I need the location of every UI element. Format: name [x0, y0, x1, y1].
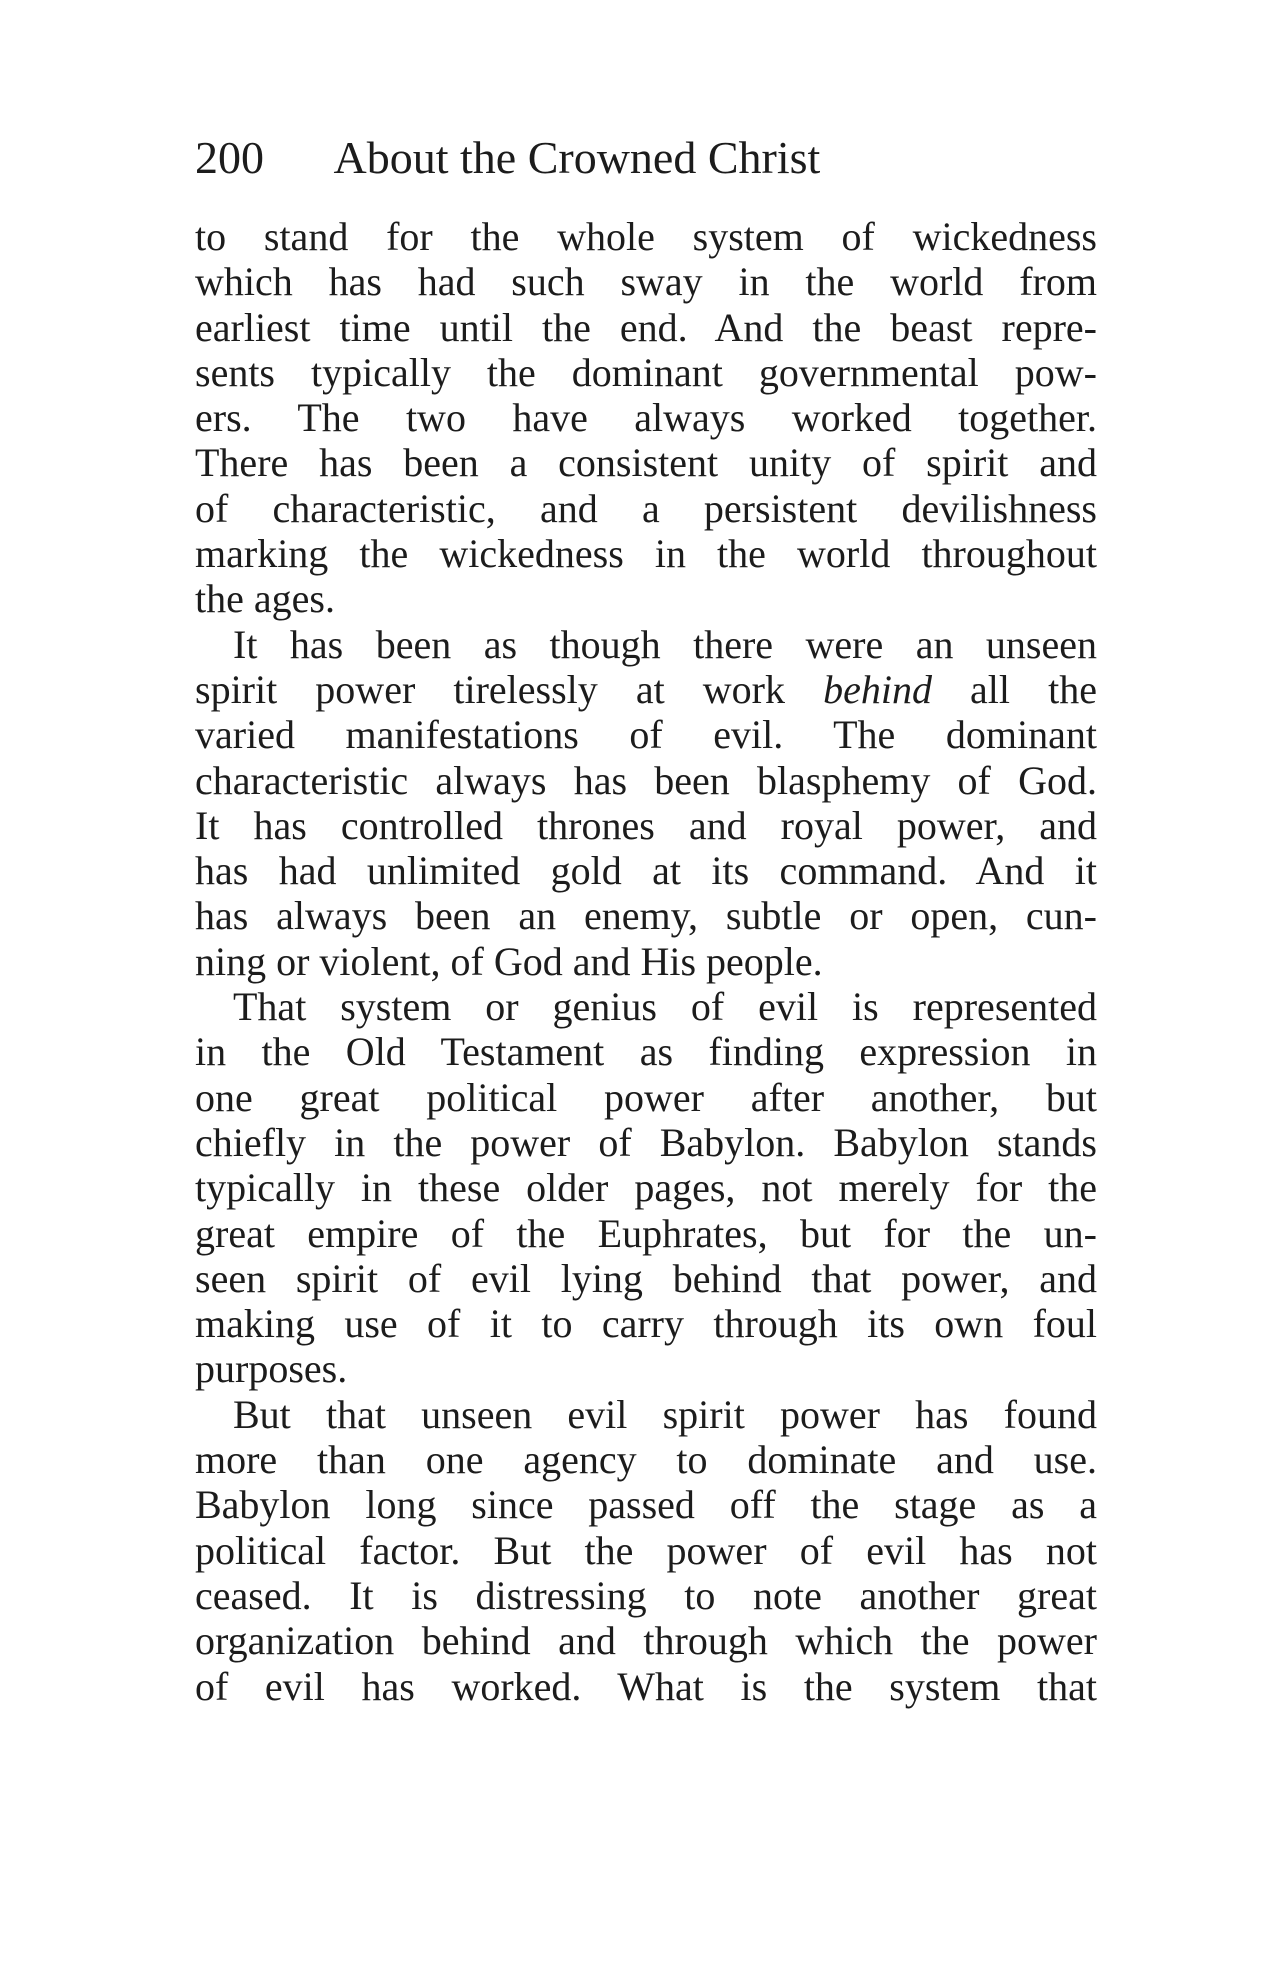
text-line: has had unlimited gold at its command. And it: [195, 848, 1097, 894]
text-line: of characteristic, and a persistent devilishness: [195, 485, 1097, 531]
text-line: There has been a consistent unity of spirit and: [195, 440, 1097, 486]
text-line: of evil has worked. What is the system that: [195, 1663, 1097, 1709]
text-line: political factor. But the power of evil has not: [195, 1527, 1097, 1573]
text-segment: all the: [931, 666, 1097, 712]
text-line: ning or violent, of God and His people.: [195, 938, 823, 984]
text-line: That system or genius of evil is represented: [233, 984, 1097, 1030]
text-line: It has controlled thrones and royal power, and: [195, 802, 1097, 848]
running-title: About the Crowned Christ: [333, 132, 821, 183]
text-line: [195, 622, 1097, 667]
text-line: earliest time until the end. And the beast repre-: [195, 304, 1097, 350]
text-line: which has had such sway in the world from: [195, 259, 1097, 305]
text-line: marking the wickedness in the world throughout: [195, 531, 1097, 577]
text-line: characteristic always has been blasphemy of God.: [195, 757, 1097, 803]
text-line: great empire of the Euphrates, but for the un-: [195, 1210, 1097, 1256]
text-segment: It has been as though there were an unseen: [233, 621, 1097, 667]
text-line: ceased. It is distressing to note another great: [195, 1572, 1097, 1618]
text-line: chiefly in the power of Babylon. Babylon stands: [195, 1119, 1097, 1165]
body-text: [195, 214, 1097, 1709]
text-line: purposes.: [195, 1346, 348, 1392]
text-line: typically in these older pages, not merely for the: [195, 1165, 1097, 1211]
text-line: in the Old Testament as finding expression in: [195, 1029, 1097, 1075]
text-line: [195, 667, 1097, 712]
running-head: [195, 128, 1095, 188]
text-line: varied manifestations of evil. The dominant: [195, 712, 1097, 758]
emphasized-word: behind: [823, 666, 932, 712]
page-number: 200: [195, 132, 264, 183]
text-line: ers. The two have always worked together.: [195, 395, 1097, 441]
text-line: the ages.: [195, 576, 335, 622]
text-line: Babylon long since passed off the stage as a: [195, 1482, 1097, 1528]
text-segment: spirit power tirelessly at work: [195, 666, 824, 712]
text-line: one great political power after another, but: [195, 1074, 1097, 1120]
text-line: But that unseen evil spirit power has found: [233, 1391, 1097, 1437]
text-line: organization behind and through which the power: [195, 1618, 1097, 1664]
text-line: making use of it to carry through its own foul: [195, 1301, 1097, 1347]
text-line: to stand for the whole system of wickedness: [195, 214, 1097, 259]
text-line: seen spirit of evil lying behind that power, and: [195, 1255, 1097, 1301]
text-line: sents typically the dominant governmental pow-: [195, 349, 1097, 395]
text-line: more than one agency to dominate and use.: [195, 1437, 1097, 1483]
text-line: has always been an enemy, subtle or open, cun-: [195, 893, 1097, 939]
